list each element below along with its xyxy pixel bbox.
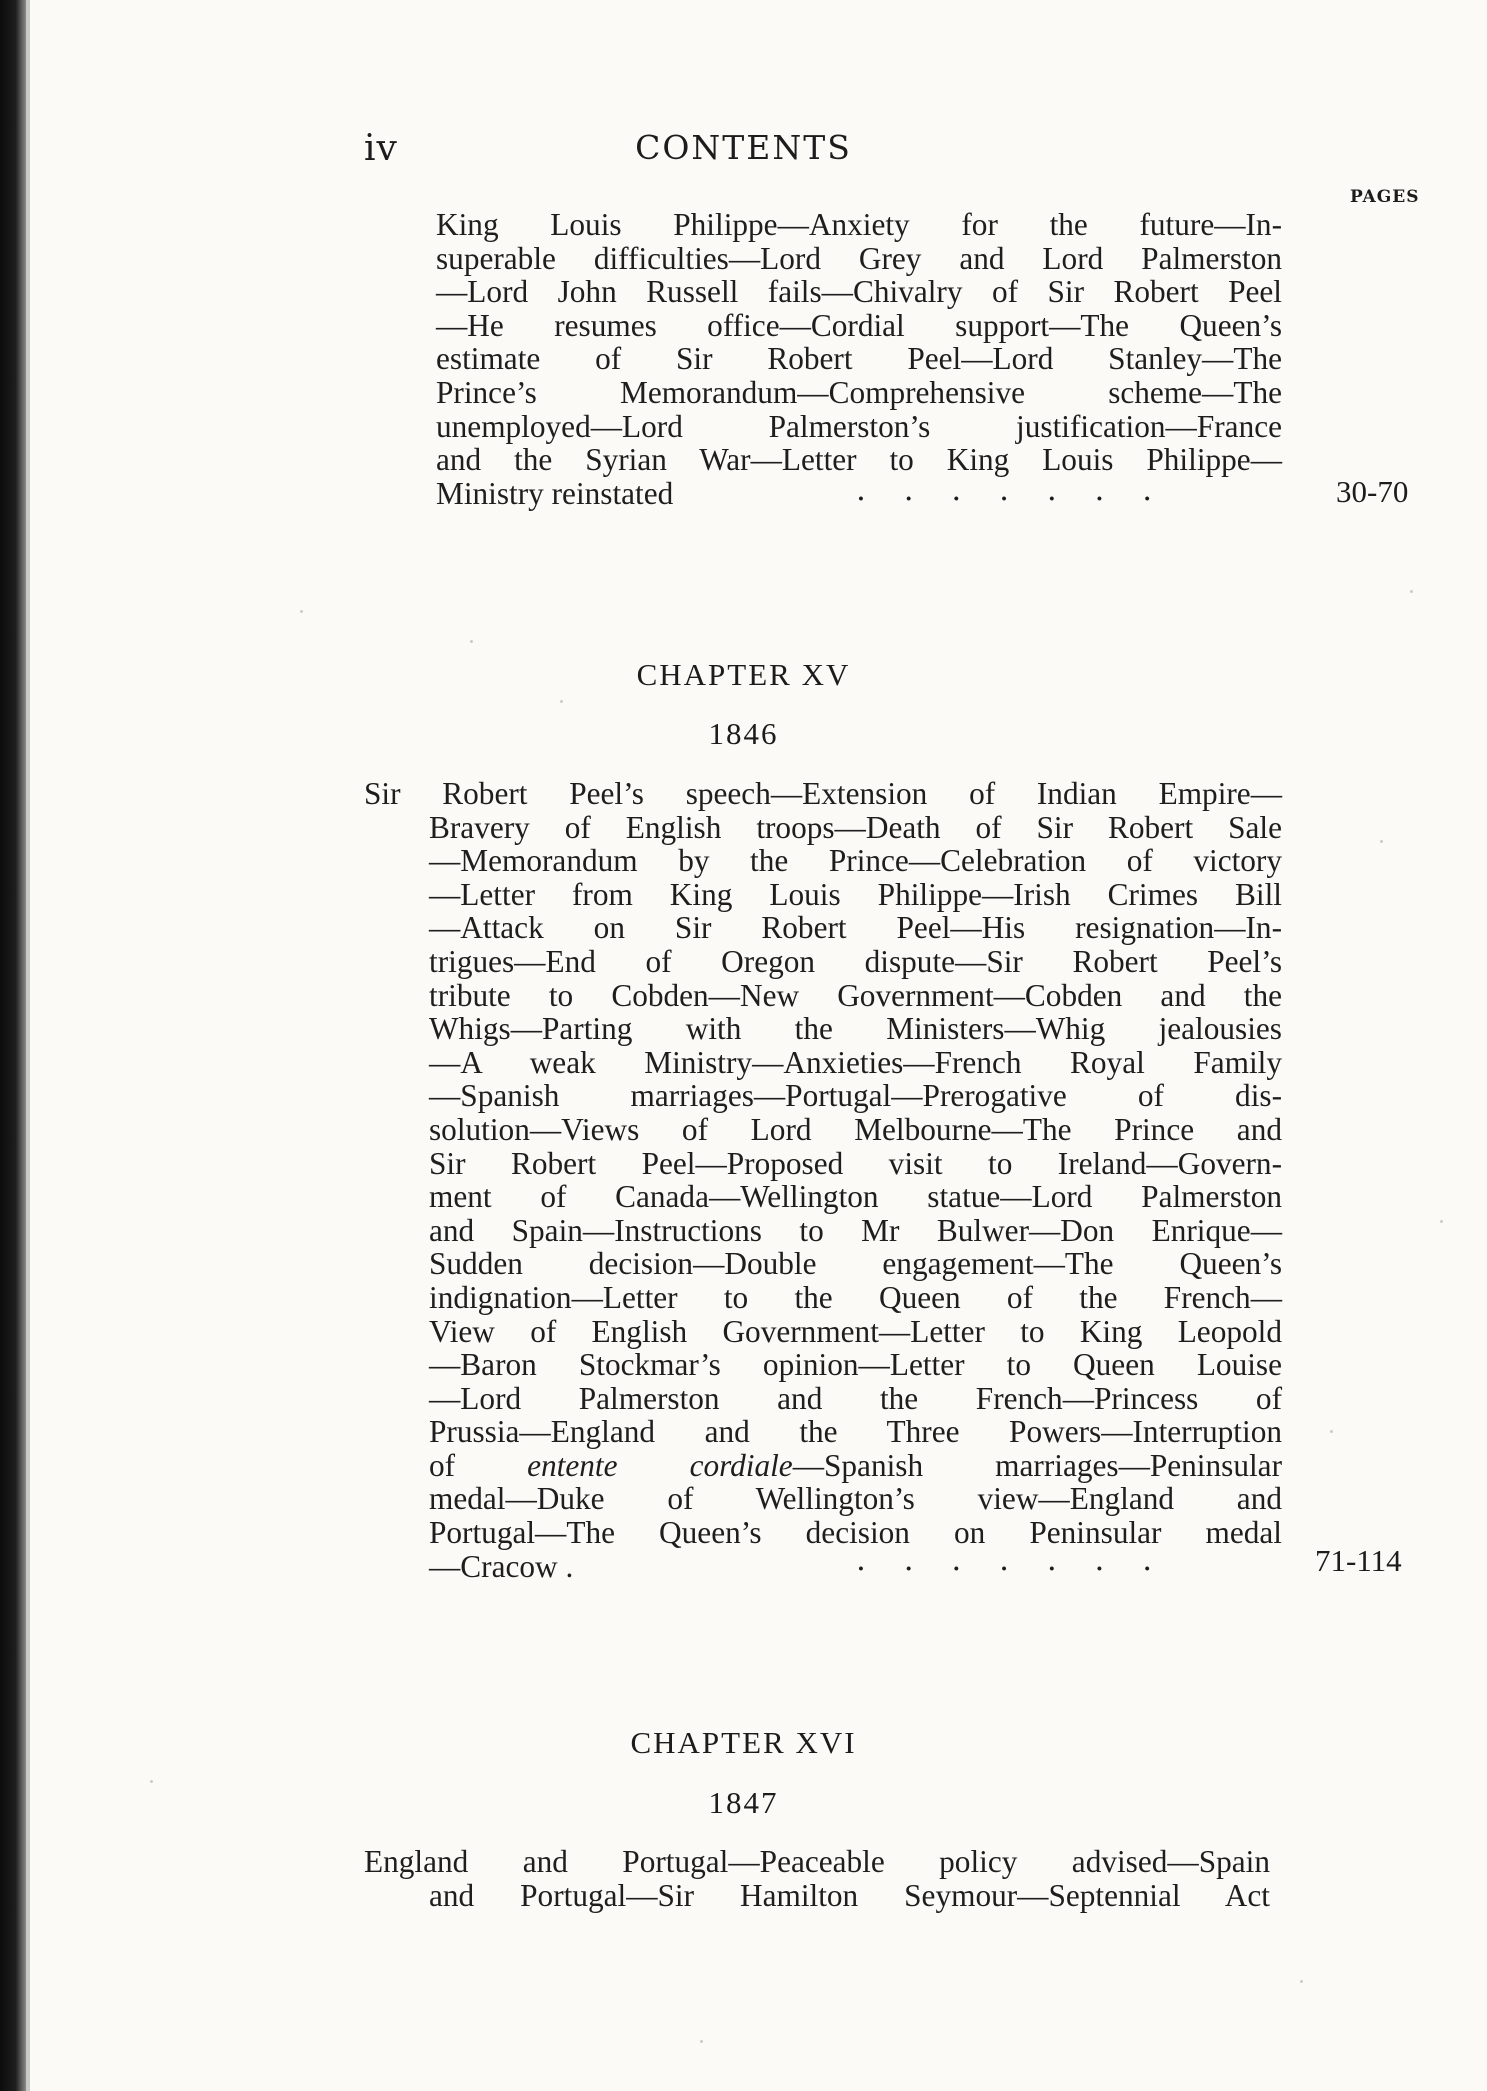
entry-line: Whigs—Parting with the Ministers—Whig jealousies: [429, 1011, 1282, 1047]
entry-line: of entente cordiale—Spanish marriages—Peninsular: [429, 1447, 1282, 1483]
page-range: 71-114: [1315, 1543, 1402, 1578]
entry-line: indignation—Letter to the Queen of the French—: [429, 1279, 1282, 1315]
entry-line: unemployed—Lord Palmerston’s justification—France: [436, 408, 1282, 444]
entry-line: England and Portugal—Peaceable policy advised—Spain: [364, 1844, 1270, 1879]
entry-line: King Louis Philippe—Anxiety for the future—In-: [436, 207, 1282, 242]
entry-line: —Baron Stockmar’s opinion—Letter to Queen Louise: [429, 1347, 1282, 1383]
page-number: iv: [364, 128, 398, 169]
entry-line: —Cracow .: [429, 1548, 574, 1584]
entry-line: Portugal—The Queen’s decision on Peninsular medal: [429, 1515, 1282, 1551]
entry-line: —He resumes office—Cordial support—The Queen’s: [436, 307, 1282, 343]
chapter-year: 1847: [708, 1785, 779, 1820]
entry-line: Sudden decision—Double engagement—The Queen’s: [429, 1246, 1282, 1282]
entry-line: —Memorandum by the Prince—Celebration of victory: [429, 843, 1282, 879]
page-gutter: [26, 0, 30, 2091]
contents-entry-chapter-xvi: [364, 1845, 1270, 1912]
entry-line: solution—Views of Lord Melbourne—The Prince and: [429, 1111, 1282, 1147]
entry-line: —Attack on Sir Robert Peel—His resignation—In-: [429, 910, 1282, 946]
entry-line: and Portugal—Sir Hamilton Seymour—Septennial Act: [429, 1877, 1270, 1913]
entry-line: and the Syrian War—Letter to King Louis Philippe—: [436, 442, 1282, 478]
entry-line: —A weak Ministry—Anxieties—French Royal Family: [429, 1044, 1282, 1080]
italic-phrase: entente cordiale: [527, 1447, 793, 1483]
entry-line: View of English Government—Letter to King Leopold: [429, 1313, 1282, 1349]
entry-line: —Letter from King Louis Philippe—Irish Crimes Bill: [429, 876, 1282, 912]
contents-entry-chapter-xv: [364, 777, 1282, 1583]
contents-entry-carryover: [436, 208, 1282, 510]
entry-line: tribute to Cobden—New Government—Cobden and the: [429, 977, 1282, 1013]
entry-line: ment of Canada—Wellington statue—Lord Palmerston: [429, 1179, 1282, 1215]
entry-line: estimate of Sir Robert Peel—Lord Stanley—The: [436, 341, 1282, 377]
dot-leader: . . . . . . .: [856, 1542, 1153, 1578]
entry-line: Sir Robert Peel—Proposed visit to Ireland—Govern-: [429, 1145, 1282, 1181]
entry-line: Prince’s Memorandum—Comprehensive scheme—The: [436, 374, 1282, 410]
entry-line: medal—Duke of Wellington’s view—England and: [429, 1481, 1282, 1517]
entry-line: —Lord John Russell fails—Chivalry of Sir Robert Peel: [436, 274, 1282, 310]
entry-line: Sir Robert Peel’s speech—Extension of Indian Empire—: [364, 776, 1282, 811]
pages-column-label: PAGES: [1350, 187, 1420, 207]
entry-line: Ministry reinstated: [436, 475, 674, 511]
entry-line: Prussia—England and the Three Powers—Interruption: [429, 1414, 1282, 1450]
entry-line: Bravery of English troops—Death of Sir Robert Sale: [429, 809, 1282, 845]
entry-line: —Lord Palmerston and the French—Princess of: [429, 1380, 1282, 1416]
entry-line: superable difficulties—Lord Grey and Lord Palmerston: [436, 240, 1282, 276]
book-binding-edge: [0, 0, 26, 2091]
entry-line: —Spanish marriages—Portugal—Prerogative of dis-: [429, 1078, 1282, 1114]
chapter-heading: CHAPTER XVI: [630, 1725, 857, 1760]
entry-line: trigues—End of Oregon dispute—Sir Robert Peel’s: [429, 943, 1282, 979]
chapter-heading: CHAPTER XV: [636, 657, 851, 692]
dot-leader: . . . . . . .: [856, 472, 1153, 508]
page-range: 30-70: [1336, 474, 1409, 509]
page-title: CONTENTS: [635, 128, 852, 167]
chapter-year: 1846: [708, 716, 779, 751]
entry-line: and Spain—Instructions to Mr Bulwer—Don Enrique—: [429, 1212, 1282, 1248]
